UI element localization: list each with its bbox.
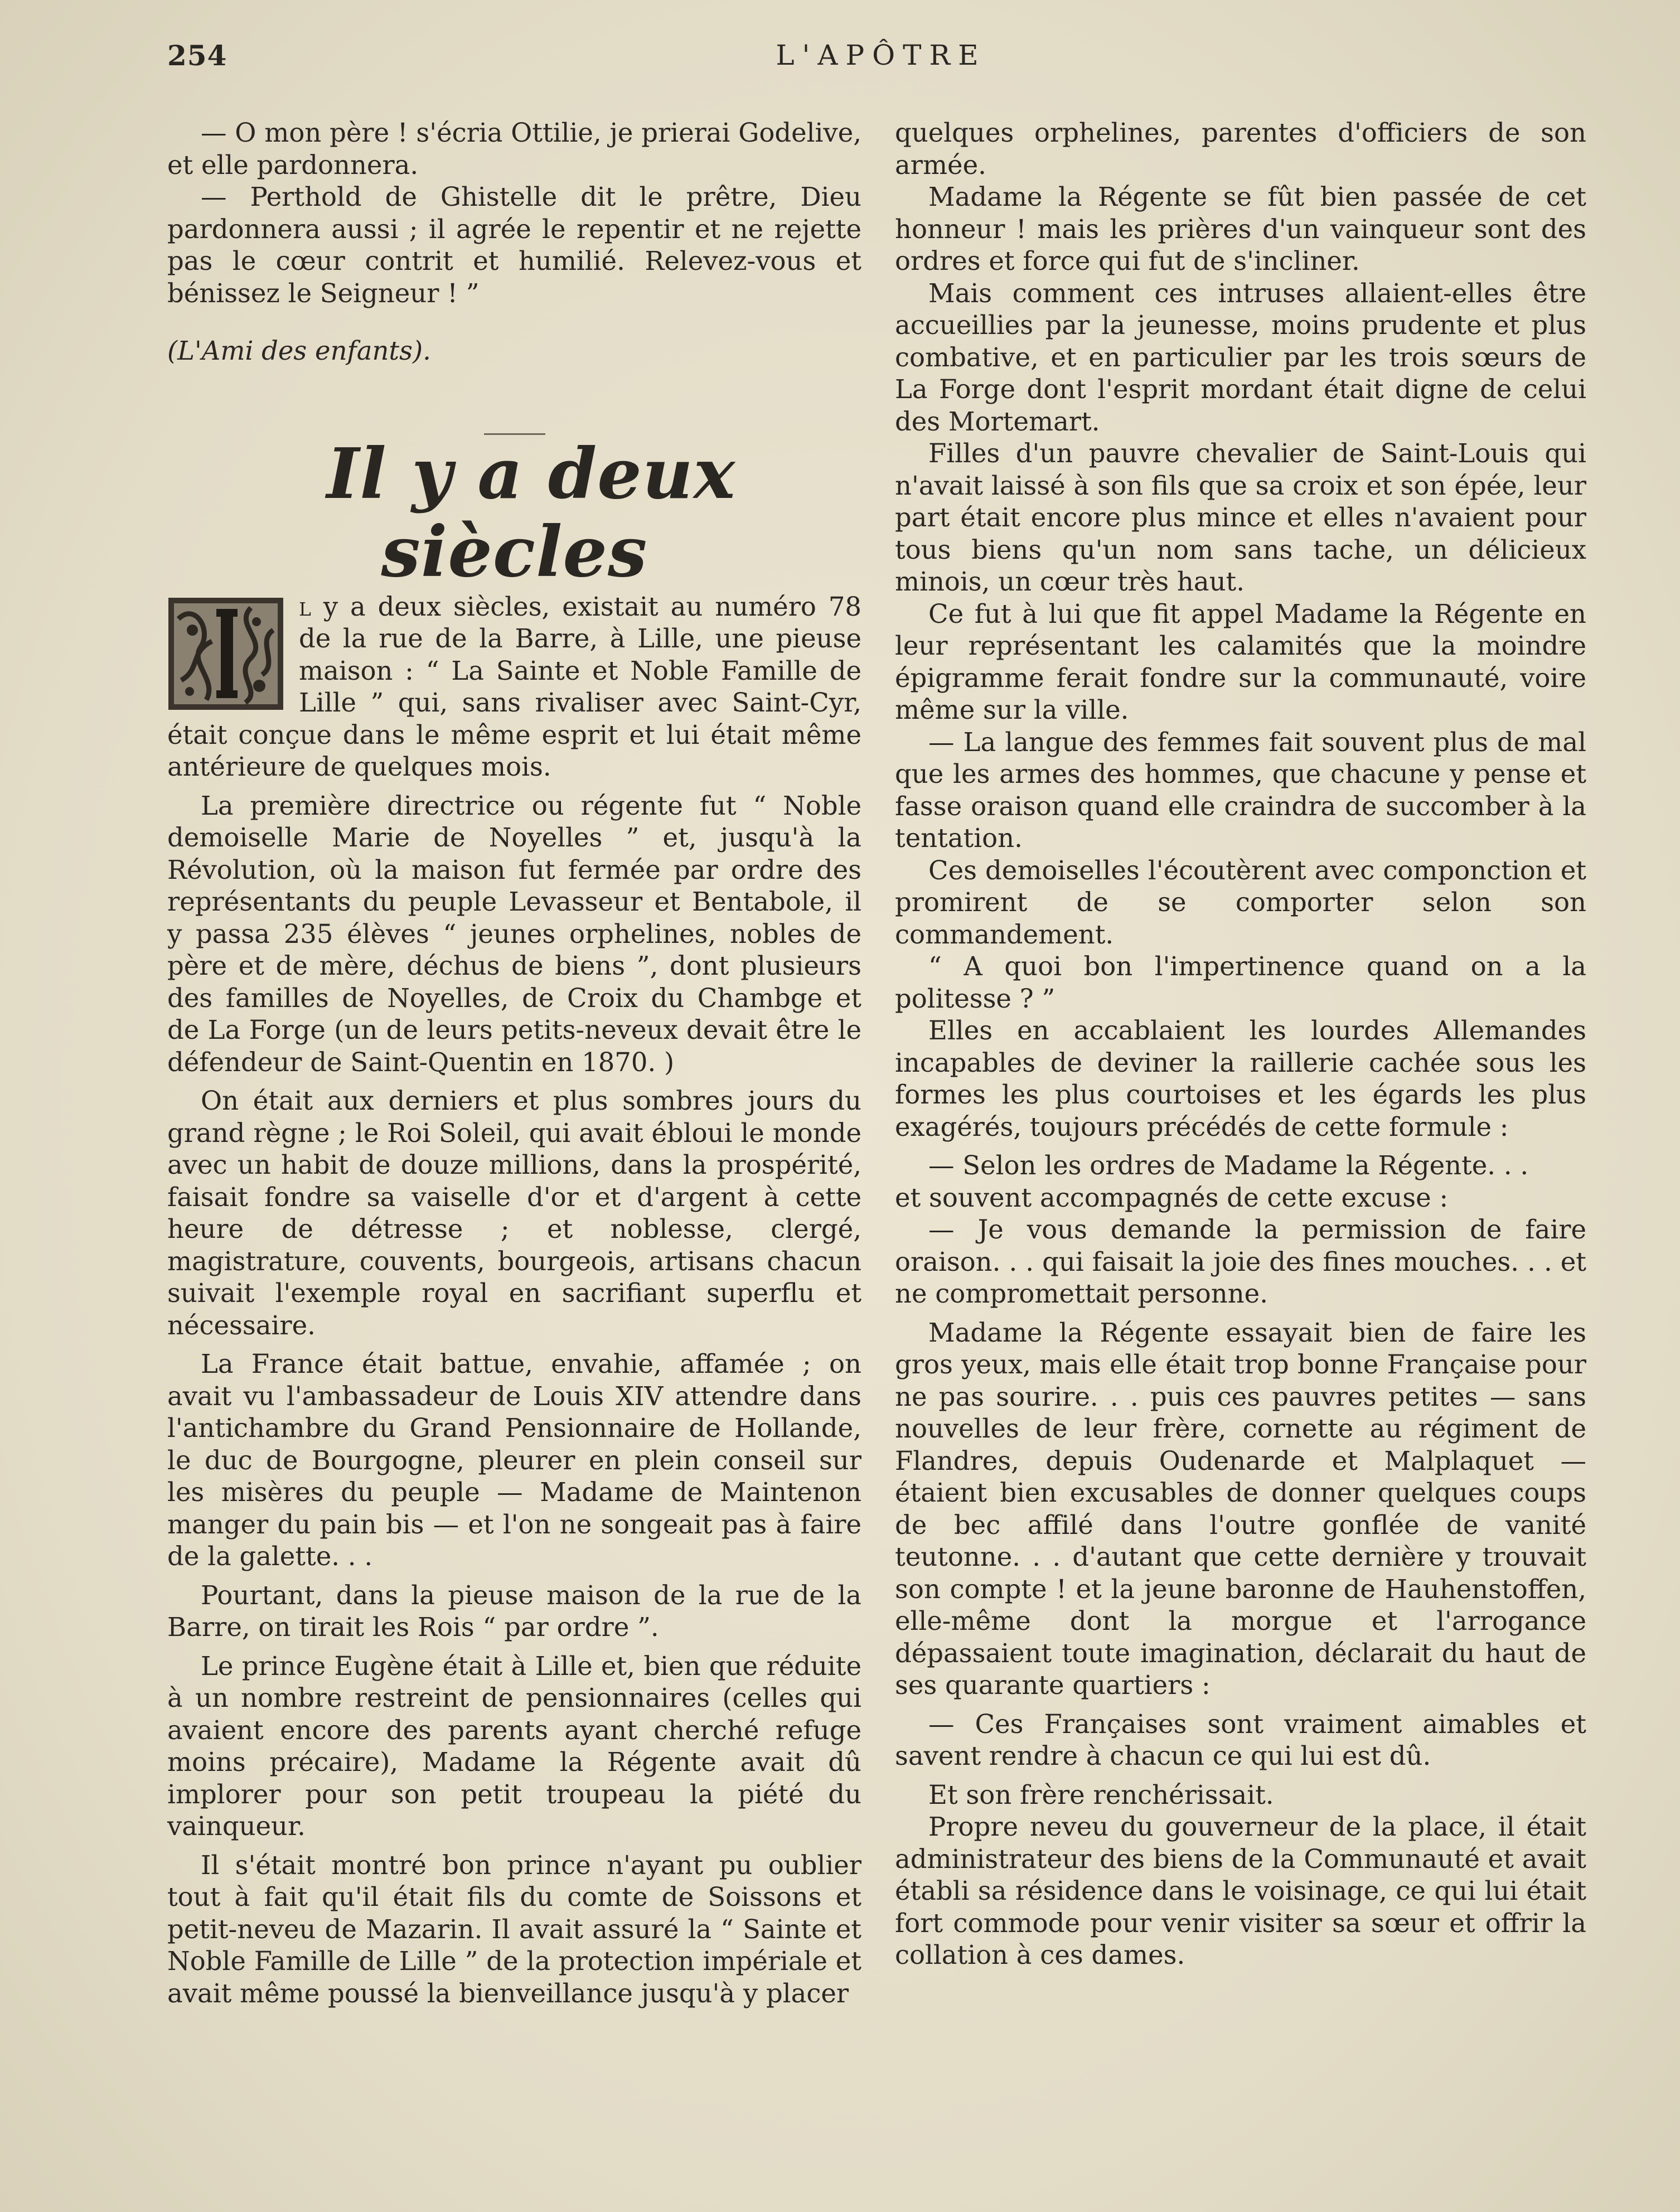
paragraph: Ce fut à lui que fit appel Madame la Régente en leur représentant les calamités que la moindre épigramme ferait fondre sur la communauté, voire même sur la ville. (895, 598, 1586, 725)
right-column (895, 117, 1586, 1972)
paragraph: — Ces Françaises sont vraiment aimables et savent rendre à chacun ce qui lui est dû. (895, 1708, 1586, 1771)
paragraph: Ces demoiselles l'écoutèrent avec componction et promirent de se comporter selon son commandement. (895, 855, 1586, 950)
paragraph: — Perthold de Ghistelle dit le prêtre, Dieu pardonnera aussi ; il agrée le repentir et ne rejette pas le cœur contrit et humilié. Relevez-vous et bénissez le Seigneur ! ” (167, 182, 861, 308)
left-column (167, 117, 861, 2010)
paragraph: On était aux derniers et plus sombres jours du grand règne ; le Roi Soleil, qui avait ébloui le monde avec un habit de douze millions, dans la prospérité, faisait fondre sa vaiselle d'or et d'argent à cette heure de détresse ; et noblesse, clergé, magistrature, couvents, bourgeois, artisans chacun suivait l'exemple royal en sacrifiant superflu et nécessaire. (167, 1086, 861, 1340)
citation: (L'Ami des enfants). (167, 336, 431, 366)
running-title: L'APÔTRE (776, 39, 986, 71)
paragraph: “ A quoi bon l'impertinence quand on a la politesse ? ” (895, 951, 1586, 1014)
paragraph: Madame la Régente essayait bien de faire les gros yeux, mais elle était trop bonne Française pour ne pas sourire. . . puis ces pauvres petites — sans nouvelles de leur frère, cornette au régiment de Flandres, depuis Oudenarde et Malplaquet — étaient bien excusables de donner quelques coups de bec affilé dans l'outre gonflée de vanité teutonne. . . d'autant que cette dernière y trouvait son compte ! et la jeune baronne de Hauhenstoffen, elle-même dont la morgue et l'arrogance dépassaient toute imagination, déclarait du haut de ses quarante quartiers : (895, 1317, 1586, 1700)
paragraph: — Je vous demande la permission de faire oraison. . . qui faisait la joie des fines mouches. . . et ne compromettait personne. (895, 1214, 1586, 1309)
running-head (167, 39, 1595, 84)
paragraph: La France était battue, envahie, affamée ; on avait vu l'ambassadeur de Louis XIV attendre dans l'antichambre du Grand Pensionnaire de Hollande, le duc de Bourgogne, pleurer en plein conseil sur les misères du peuple — Madame de Maintenon manger du pain bis — et l'on ne songeait pas à faire de la galette. . . (167, 1349, 861, 1571)
paragraph: Filles d'un pauvre chevalier de Saint-Louis qui n'avait laissé à son fils que sa croix et son épée, leur part était encore plus mince et elles n'avaient pour tous biens qu'un nom sans tache, un délicieux minois, un cœur très haut. (895, 438, 1586, 597)
lead-text: y a deux siècles, existait au numéro 78 de la rue de la Barre, à Lille, une pieuse maison : “ La Sainte et Noble Famille de Lille ” qui, sans rivaliser avec Saint-Cyr, était conçue dans le même esprit et lui était même antérieure de quelques mois. (167, 591, 861, 782)
paragraph: Pourtant, dans la pieuse maison de la rue de la Barre, on tirait les Rois “ par ordre ”. (167, 1580, 861, 1642)
paragraph: et souvent accompagnés de cette excuse : (895, 1182, 1449, 1213)
lead-first-letter: l (299, 591, 311, 622)
paragraph: Propre neveu du gouverneur de la place, il était administrateur des biens de la Communauté et avait établi sa résidence dans le voisinage, ce qui lui était fort commode pour venir visiter sa sœur et offrir la collation à ces dames. (895, 1812, 1586, 1970)
paragraph: Le prince Eugène était à Lille et, bien que réduite à un nombre restreint de pensionnaires (celles qui avaient encore des parents ayant cherché refuge moins précaire), Madame la Régente avait dû implorer pour son petit troupeau la piété du vainqueur. (167, 1650, 861, 1841)
paragraph: — O mon père ! s'écria Ottilie, je prierai Godelive, et elle pardonnera. (167, 118, 861, 180)
paragraph: quelques orphelines, parentes d'officiers de son armée. (895, 118, 1586, 180)
dropcap-letter: I (226, 657, 228, 664)
ornamental-initial (167, 597, 284, 711)
paragraph: Madame la Régente se fût bien passée de cet honneur ! mais les prières d'un vainqueur sont des ordres et force qui fut de s'incliner. (895, 182, 1586, 276)
article-title: Il y a deux siècles (326, 433, 736, 593)
paragraph: — La langue des femmes fait souvent plus de mal que les armes des hommes, que chacune y pense et fasse oraison quand elle craindra de succomber à la tentation. (895, 727, 1586, 853)
paragraph: — Selon les ordres de Madame la Régente. . . (928, 1150, 1529, 1180)
paragraph: Mais comment ces intruses allaient-elles être accueillies par la jeunesse, moins prudente et plus combative, et en particulier par les trois sœurs de La Forge dont l'esprit mordant était digne de celui des Mortemart. (895, 278, 1586, 437)
page-number: 254 (167, 39, 227, 72)
paragraph: La première directrice ou régente fut “ Noble demoiselle Marie de Noyelles ” et, jusqu'à la Révolution, où la maison fut fermée par ordre des représentants du peuple Levasseur et Bentabole, il y passa 235 élèves “ jeunes orphelines, nobles de père et de mère, déchus de biens ”, dont plusieurs des familles de Noyelles, de Croix du Chambge et de La Forge (un de leurs petits-neveux devait être le défendeur de Saint-Quentin en 1870. ) (167, 790, 861, 1077)
paragraph: Elles en accablaient les lourdes Allemandes incapables de deviner la raillerie cachée sous les formes les plus courtoises et les égards les plus exagérés, toujours précédés de cette formule : (895, 1015, 1586, 1142)
paragraph: Il s'était montré bon prince n'ayant pu oublier tout à fait qu'il était fils du comte de Soissons et petit-neveu de Mazarin. Il avait assuré la “ Sainte et Noble Famille de Lille ” de la protection impériale et avait même poussé la bienveillance jusqu'à y placer (167, 1850, 861, 2008)
paragraph: Et son frère renchérissait. (928, 1779, 1274, 1810)
